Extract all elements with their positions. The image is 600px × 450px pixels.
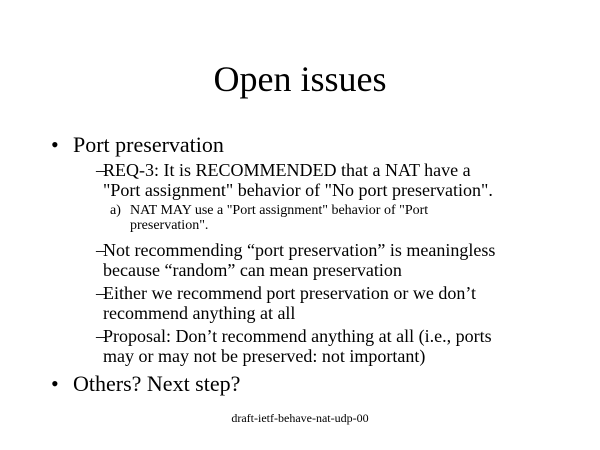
sub-sub-item-line: preservation". bbox=[130, 218, 209, 233]
bullet-marker: • bbox=[51, 371, 59, 396]
sub-item-line: may or may not be preserved: not important) bbox=[103, 346, 426, 366]
sub-sub-item-line: NAT MAY use a "Port assignment" behavior of "Port bbox=[130, 203, 429, 218]
sub-item-line: "Port assignment" behavior of "No port preservation". bbox=[103, 180, 493, 200]
bullet-marker: • bbox=[51, 132, 59, 157]
sub-item-line: REQ-3: It is RECOMMENDED that a NAT have a bbox=[103, 160, 471, 180]
slide-footer: draft-ietf-behave-nat-udp-00 bbox=[231, 411, 369, 425]
dash-marker: – bbox=[96, 326, 105, 346]
sub-item-line: because “random” can mean preservation bbox=[103, 260, 402, 280]
sub-item-line: Not recommending “port preservation” is meaningless bbox=[103, 240, 496, 260]
sub-item-line: Proposal: Don’t recommend anything at all (i.e., ports bbox=[103, 326, 492, 346]
bullet-text: Others? Next step? bbox=[73, 371, 241, 396]
bullet-text: Port preservation bbox=[73, 132, 224, 157]
slide-title: Open issues bbox=[213, 59, 387, 99]
dash-marker: – bbox=[96, 240, 105, 260]
letter-marker: a) bbox=[110, 203, 121, 218]
sub-item-line: Either we recommend port preservation or we don’t bbox=[103, 283, 477, 303]
dash-marker: – bbox=[96, 283, 105, 303]
dash-marker: – bbox=[96, 160, 105, 180]
sub-item-line: recommend anything at all bbox=[103, 303, 296, 323]
